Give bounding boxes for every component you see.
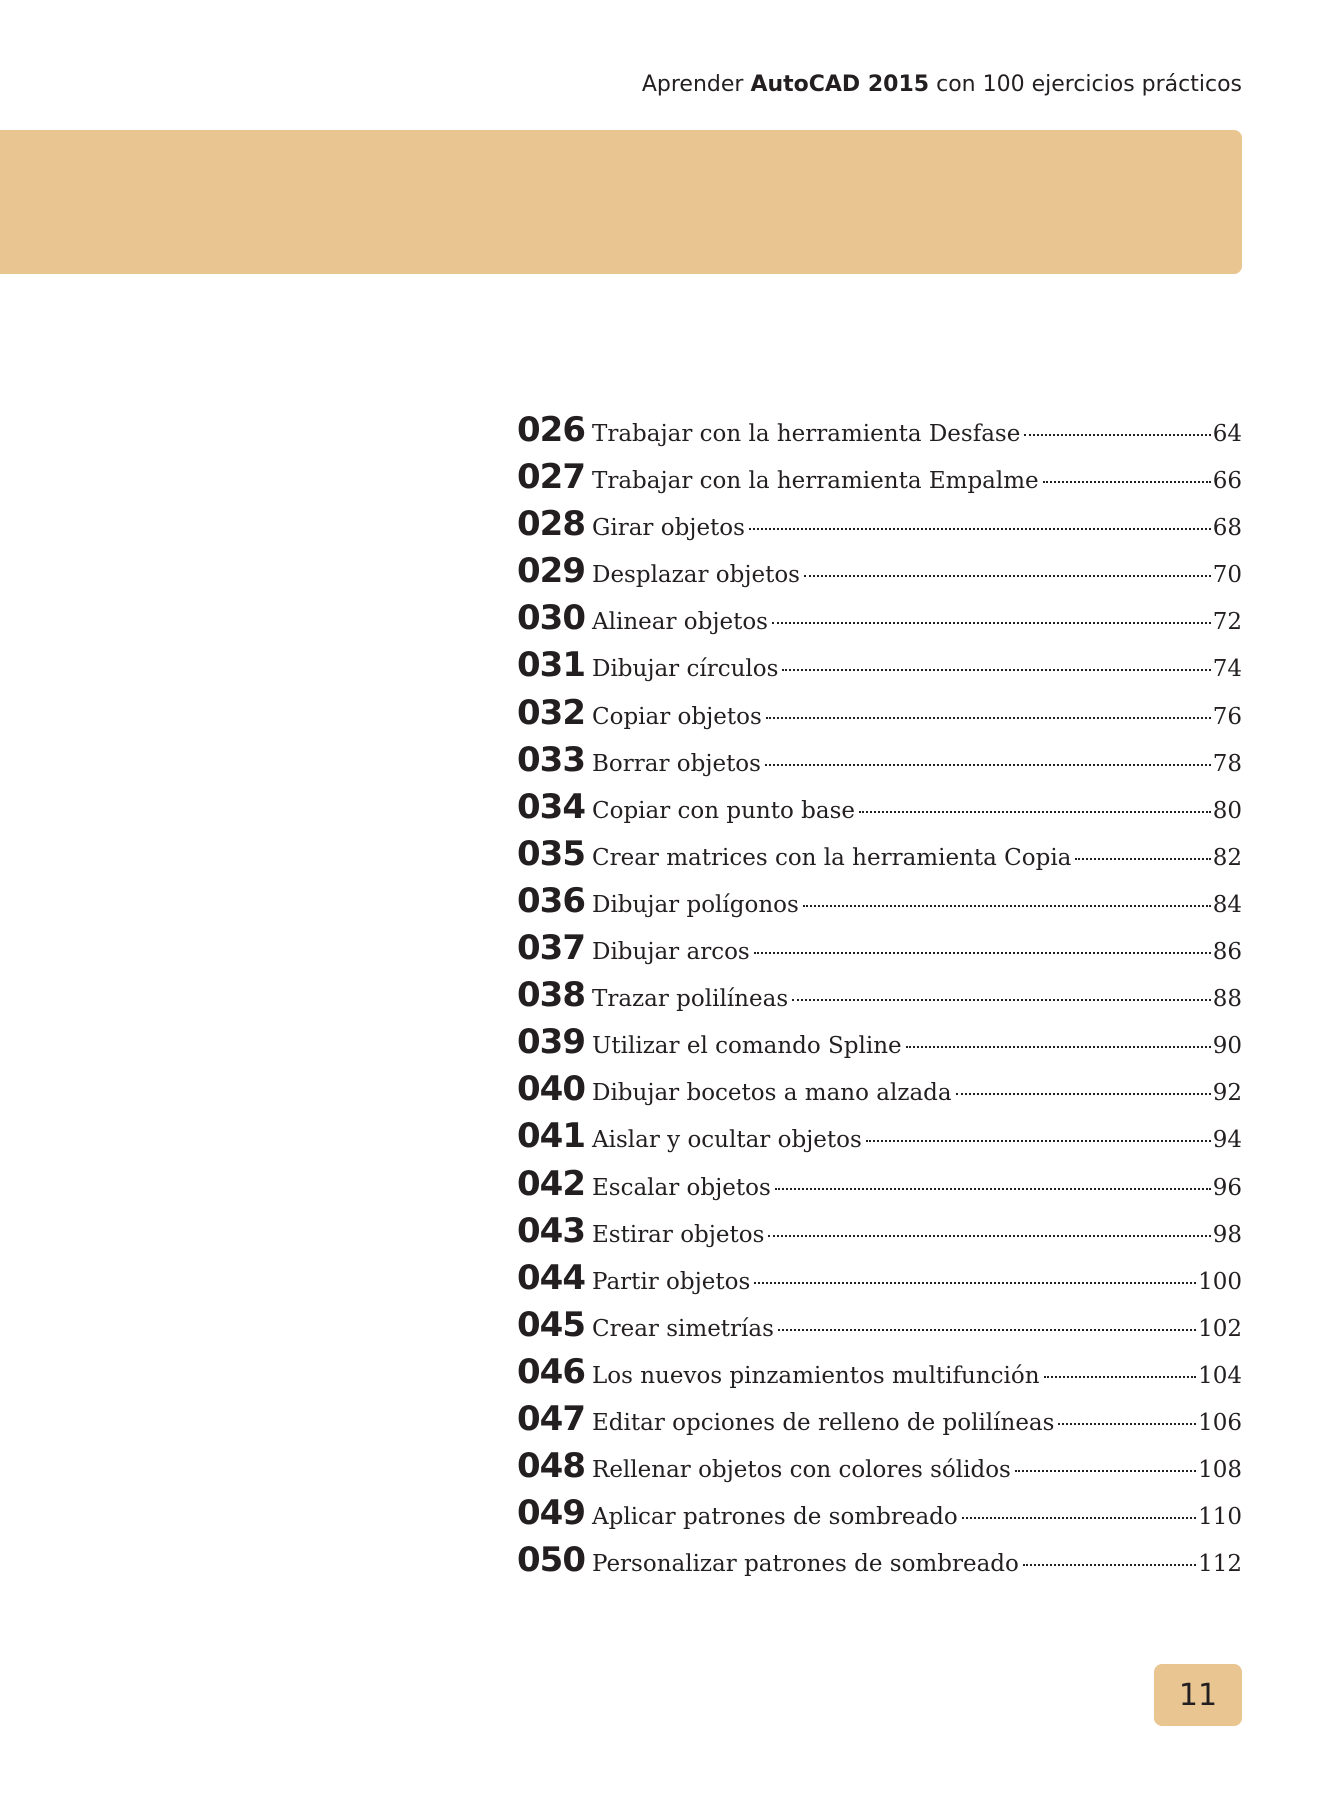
toc-entry-number: 026 bbox=[517, 410, 585, 450]
toc-entry-title: Alinear objetos bbox=[592, 609, 768, 636]
header-suffix: con 100 ejercicios prácticos bbox=[936, 72, 1242, 97]
toc-dot-leader bbox=[956, 1093, 1211, 1095]
toc-dot-leader bbox=[1075, 858, 1210, 860]
toc-entry-page: 86 bbox=[1212, 939, 1242, 966]
running-header bbox=[642, 72, 1242, 97]
toc-entry-number: 045 bbox=[517, 1304, 585, 1345]
toc-entry bbox=[517, 410, 1242, 457]
toc-entry-title: Aislar y ocultar objetos bbox=[592, 1127, 862, 1154]
toc-entry-page: 82 bbox=[1212, 844, 1242, 871]
toc-entry-page: 74 bbox=[1212, 656, 1242, 683]
toc-dot-leader bbox=[775, 1188, 1211, 1190]
toc-entry-page: 104 bbox=[1198, 1362, 1242, 1389]
toc-entry bbox=[517, 645, 1242, 692]
toc-entry-page: 64 bbox=[1212, 421, 1242, 447]
toc-dot-leader bbox=[906, 1046, 1211, 1048]
toc-dot-leader bbox=[1024, 434, 1210, 436]
toc-entry-number: 049 bbox=[517, 1493, 585, 1534]
toc-entry-title: Copiar objetos bbox=[592, 703, 762, 730]
toc-dot-leader bbox=[1023, 1564, 1196, 1566]
toc-entry-page: 72 bbox=[1212, 609, 1242, 636]
toc-entry-number: 040 bbox=[517, 1069, 585, 1110]
toc-entry-title: Desplazar objetos bbox=[592, 562, 800, 589]
toc-dot-leader bbox=[754, 1282, 1196, 1284]
toc-entry-title: Trabajar con la herramienta Empalme bbox=[592, 468, 1039, 495]
toc-dot-leader bbox=[778, 1329, 1196, 1331]
toc-entry bbox=[517, 881, 1242, 928]
toc-entry-page: 98 bbox=[1212, 1221, 1242, 1248]
toc-entry-number: 031 bbox=[517, 645, 585, 686]
toc-entry bbox=[517, 975, 1242, 1022]
toc-entry-title: Trabajar con la herramienta Desfase bbox=[592, 421, 1021, 447]
toc-entry bbox=[517, 1211, 1242, 1258]
toc-dot-leader bbox=[766, 717, 1211, 719]
toc-dot-leader bbox=[1044, 1376, 1197, 1378]
toc-entry bbox=[517, 1446, 1242, 1493]
toc-entry bbox=[517, 1540, 1242, 1587]
toc-entry-number: 030 bbox=[517, 598, 585, 639]
toc-entry-page: 100 bbox=[1198, 1268, 1242, 1295]
toc-entry-page: 94 bbox=[1212, 1127, 1242, 1154]
toc-dot-leader bbox=[1058, 1423, 1196, 1425]
toc-entry-number: 048 bbox=[517, 1446, 585, 1487]
toc-entry-title: Rellenar objetos con colores sólidos bbox=[592, 1457, 1011, 1484]
chapter-banner bbox=[0, 130, 1242, 274]
toc-dot-leader bbox=[866, 1140, 1211, 1142]
table-of-contents bbox=[517, 410, 1242, 1587]
toc-dot-leader bbox=[804, 575, 1211, 577]
toc-entry-page: 110 bbox=[1198, 1504, 1242, 1531]
toc-entry-number: 038 bbox=[517, 975, 585, 1016]
toc-entry-page: 88 bbox=[1212, 986, 1242, 1013]
toc-dot-leader bbox=[754, 952, 1211, 954]
toc-entry-title: Crear simetrías bbox=[592, 1315, 774, 1342]
toc-entry-title: Copiar con punto base bbox=[592, 797, 855, 824]
toc-entry bbox=[517, 1305, 1242, 1352]
toc-entry-number: 042 bbox=[517, 1163, 585, 1204]
toc-entry-page: 78 bbox=[1212, 750, 1242, 777]
toc-dot-leader bbox=[768, 1235, 1210, 1237]
toc-dot-leader bbox=[803, 905, 1211, 907]
toc-entry-number: 027 bbox=[517, 457, 585, 498]
toc-entry bbox=[517, 598, 1242, 645]
toc-entry-page: 112 bbox=[1198, 1551, 1242, 1578]
toc-entry-title: Crear matrices con la herramienta Copia bbox=[592, 844, 1072, 871]
toc-entry bbox=[517, 740, 1242, 787]
toc-entry-page: 96 bbox=[1212, 1174, 1242, 1201]
toc-entry-page: 84 bbox=[1212, 891, 1242, 918]
toc-entry bbox=[517, 1116, 1242, 1163]
toc-entry-number: 043 bbox=[517, 1210, 585, 1251]
toc-entry bbox=[517, 787, 1242, 834]
toc-dot-leader bbox=[962, 1517, 1196, 1519]
toc-dot-leader bbox=[859, 811, 1211, 813]
toc-entry-number: 050 bbox=[517, 1540, 585, 1581]
toc-entry-page: 66 bbox=[1212, 468, 1242, 495]
toc-entry bbox=[517, 1352, 1242, 1399]
header-book-title: AutoCAD 2015 bbox=[750, 72, 930, 97]
toc-entry bbox=[517, 1022, 1242, 1069]
toc-entry-number: 041 bbox=[517, 1116, 585, 1157]
toc-entry bbox=[517, 1164, 1242, 1211]
toc-entry bbox=[517, 928, 1242, 975]
toc-entry-page: 68 bbox=[1212, 515, 1242, 542]
toc-entry-number: 037 bbox=[517, 928, 585, 969]
toc-entry-number: 035 bbox=[517, 833, 585, 874]
toc-entry-title: Trazar polilíneas bbox=[592, 986, 789, 1013]
toc-entry-page: 80 bbox=[1212, 797, 1242, 824]
toc-entry-number: 044 bbox=[517, 1257, 585, 1298]
toc-entry bbox=[517, 1493, 1242, 1540]
toc-entry-page: 108 bbox=[1198, 1457, 1242, 1484]
toc-entry-number: 029 bbox=[517, 551, 585, 592]
toc-dot-leader bbox=[772, 622, 1211, 624]
toc-entry-title: Los nuevos pinzamientos multifunción bbox=[592, 1362, 1040, 1389]
toc-dot-leader bbox=[749, 528, 1211, 530]
toc-entry bbox=[517, 1258, 1242, 1305]
toc-entry bbox=[517, 504, 1242, 551]
page-number: 11 bbox=[1178, 1677, 1218, 1713]
toc-dot-leader bbox=[782, 669, 1210, 671]
toc-dot-leader bbox=[765, 764, 1211, 766]
toc-entry-title: Aplicar patrones de sombreado bbox=[592, 1504, 958, 1531]
toc-entry-number: 028 bbox=[517, 504, 585, 545]
toc-entry-page: 106 bbox=[1198, 1409, 1242, 1436]
toc-entry-title: Personalizar patrones de sombreado bbox=[592, 1551, 1019, 1578]
header-prefix: Aprender bbox=[641, 72, 744, 97]
toc-entry-title: Girar objetos bbox=[592, 515, 745, 542]
toc-entry-page: 76 bbox=[1212, 703, 1242, 730]
toc-dot-leader bbox=[792, 999, 1211, 1001]
toc-entry bbox=[517, 1399, 1242, 1446]
toc-entry-title: Escalar objetos bbox=[592, 1174, 771, 1201]
toc-entry-title: Dibujar bocetos a mano alzada bbox=[592, 1080, 952, 1107]
toc-entry bbox=[517, 1069, 1242, 1116]
page-number-badge bbox=[1154, 1664, 1242, 1726]
toc-entry-page: 92 bbox=[1212, 1080, 1242, 1107]
toc-entry-title: Dibujar arcos bbox=[592, 939, 750, 966]
toc-entry-title: Dibujar círculos bbox=[592, 656, 779, 683]
toc-entry-number: 034 bbox=[517, 786, 585, 827]
toc-entry-number: 032 bbox=[517, 692, 585, 733]
toc-entry-title: Editar opciones de relleno de polilíneas bbox=[592, 1409, 1055, 1436]
toc-entry-number: 046 bbox=[517, 1351, 585, 1392]
toc-entry bbox=[517, 834, 1242, 881]
toc-entry bbox=[517, 551, 1242, 598]
toc-entry-title: Utilizar el comando Spline bbox=[592, 1033, 902, 1060]
toc-entry-title: Partir objetos bbox=[592, 1268, 751, 1295]
toc-entry-number: 039 bbox=[517, 1022, 585, 1063]
toc-entry-number: 033 bbox=[517, 739, 585, 780]
toc-entry-number: 036 bbox=[517, 880, 585, 921]
toc-entry-page: 90 bbox=[1212, 1033, 1242, 1060]
toc-entry-title: Estirar objetos bbox=[592, 1221, 765, 1248]
toc-entry-number: 047 bbox=[517, 1398, 585, 1439]
toc-entry-page: 70 bbox=[1212, 562, 1242, 589]
toc-dot-leader bbox=[1043, 481, 1211, 483]
toc-entry-page: 102 bbox=[1198, 1315, 1242, 1342]
toc-entry bbox=[517, 457, 1242, 504]
toc-entry-title: Borrar objetos bbox=[592, 750, 761, 777]
toc-dot-leader bbox=[1015, 1470, 1196, 1472]
toc-entry-title: Dibujar polígonos bbox=[592, 891, 799, 918]
toc-entry bbox=[517, 693, 1242, 740]
